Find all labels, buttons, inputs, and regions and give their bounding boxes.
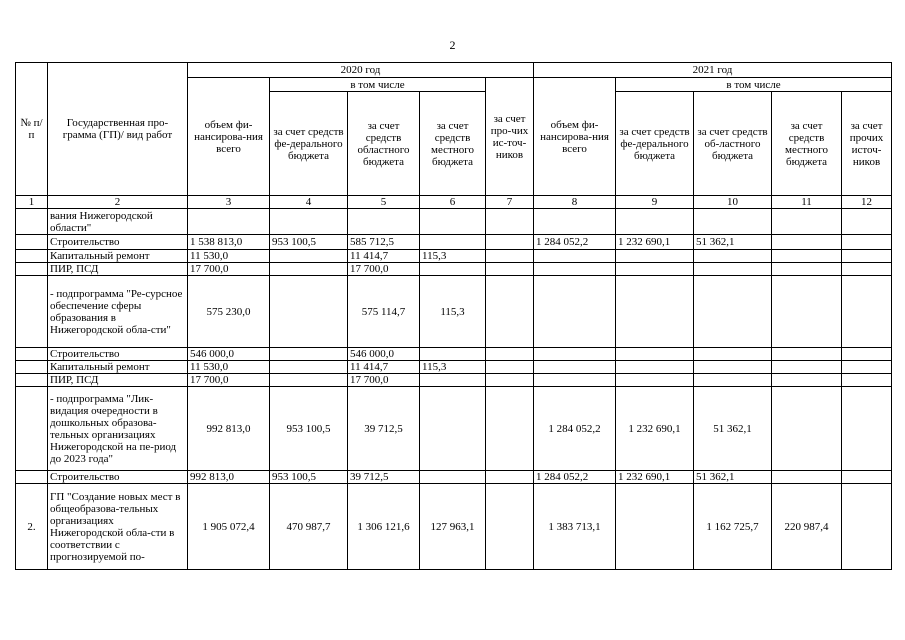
value-cell: 953 100,5: [270, 471, 348, 484]
row-number: [16, 263, 48, 276]
col-number: 8: [534, 196, 616, 209]
value-cell: [486, 348, 534, 361]
value-cell: 17 700,0: [188, 374, 270, 387]
value-cell: 39 712,5: [348, 471, 420, 484]
table-row: [16, 235, 892, 250]
value-cell: [348, 209, 420, 235]
value-cell: [694, 361, 772, 374]
value-cell: [486, 387, 534, 471]
value-cell: [842, 209, 892, 235]
value-cell: [772, 235, 842, 250]
row-number: [16, 361, 48, 374]
value-cell: [772, 209, 842, 235]
value-cell: [486, 276, 534, 348]
table-row: [16, 387, 892, 471]
value-cell: [694, 263, 772, 276]
header-2020-including: в том числе: [270, 78, 486, 92]
value-cell: 1 232 690,1: [616, 235, 694, 250]
value-cell: 11 414,7: [348, 250, 420, 263]
value-cell: [842, 387, 892, 471]
row-name: Строительство: [48, 348, 188, 361]
value-cell: [842, 484, 892, 570]
value-cell: [694, 276, 772, 348]
value-cell: [772, 276, 842, 348]
value-cell: 11 530,0: [188, 361, 270, 374]
value-cell: [420, 387, 486, 471]
header-2020-other: за счет про-чих ис-точ-ников: [486, 78, 534, 196]
row-name: Капитальный ремонт: [48, 361, 188, 374]
value-cell: [616, 250, 694, 263]
value-cell: [420, 374, 486, 387]
row-name: ПИР, ПСД: [48, 374, 188, 387]
header-2021-total: объем фи-нансирова-ния всего: [534, 78, 616, 196]
value-cell: [616, 374, 694, 387]
value-cell: [270, 374, 348, 387]
value-cell: 992 813,0: [188, 471, 270, 484]
value-cell: [772, 263, 842, 276]
header-2021-federal: за счет средств фе-дерального бюджета: [616, 92, 694, 196]
value-cell: 51 362,1: [694, 387, 772, 471]
value-cell: [486, 263, 534, 276]
row-number: [16, 348, 48, 361]
header-year-2020: 2020 год: [188, 63, 534, 78]
value-cell: 115,3: [420, 361, 486, 374]
value-cell: 953 100,5: [270, 387, 348, 471]
value-cell: 11 414,7: [348, 361, 420, 374]
row-number: [16, 387, 48, 471]
value-cell: [842, 361, 892, 374]
value-cell: [486, 361, 534, 374]
header-2021-other: за счет прочих источ-ников: [842, 92, 892, 196]
value-cell: [842, 263, 892, 276]
value-cell: 1 284 052,2: [534, 471, 616, 484]
col-number: 1: [16, 196, 48, 209]
row-number: 2.: [16, 484, 48, 570]
value-cell: [772, 387, 842, 471]
col-number: 7: [486, 196, 534, 209]
header-2020-total: объем фи-нансирова-ния всего: [188, 78, 270, 196]
value-cell: [534, 374, 616, 387]
value-cell: [534, 263, 616, 276]
value-cell: [616, 263, 694, 276]
value-cell: [842, 348, 892, 361]
value-cell: [534, 348, 616, 361]
value-cell: [486, 235, 534, 250]
value-cell: 1 383 713,1: [534, 484, 616, 570]
table-row: [16, 263, 892, 276]
value-cell: 575 230,0: [188, 276, 270, 348]
value-cell: 953 100,5: [270, 235, 348, 250]
value-cell: [486, 374, 534, 387]
col-number: 12: [842, 196, 892, 209]
col-number: 2: [48, 196, 188, 209]
value-cell: 17 700,0: [348, 263, 420, 276]
value-cell: [694, 374, 772, 387]
table-row: [16, 209, 892, 235]
row-number: [16, 471, 48, 484]
row-number: [16, 276, 48, 348]
header-program: Государственная про-грамма (ГП)/ вид работ: [48, 63, 188, 196]
value-cell: [420, 471, 486, 484]
value-cell: 546 000,0: [348, 348, 420, 361]
value-cell: [420, 348, 486, 361]
value-cell: 1 232 690,1: [616, 471, 694, 484]
value-cell: [420, 209, 486, 235]
value-cell: [616, 484, 694, 570]
value-cell: 51 362,1: [694, 235, 772, 250]
value-cell: [486, 250, 534, 263]
value-cell: [842, 471, 892, 484]
value-cell: 39 712,5: [348, 387, 420, 471]
header-year-2021: 2021 год: [534, 63, 892, 78]
value-cell: [420, 235, 486, 250]
value-cell: [694, 250, 772, 263]
table-row: [16, 250, 892, 263]
col-number: 4: [270, 196, 348, 209]
col-number: 6: [420, 196, 486, 209]
table-row: [16, 484, 892, 570]
value-cell: 17 700,0: [348, 374, 420, 387]
value-cell: [534, 209, 616, 235]
financing-table: [15, 62, 892, 570]
row-number: [16, 250, 48, 263]
row-number: [16, 235, 48, 250]
column-number-row: [16, 196, 892, 209]
col-number: 11: [772, 196, 842, 209]
value-cell: 1 162 725,7: [694, 484, 772, 570]
row-name: ГП "Создание новых мест в общеобразова-тельных организациях Нижегородской обла-сти в соответствии с прогнозируемой по-: [48, 484, 188, 570]
value-cell: [772, 471, 842, 484]
col-number: 10: [694, 196, 772, 209]
value-cell: 51 362,1: [694, 471, 772, 484]
value-cell: [842, 235, 892, 250]
row-number: [16, 374, 48, 387]
value-cell: 585 712,5: [348, 235, 420, 250]
value-cell: 115,3: [420, 276, 486, 348]
value-cell: [270, 250, 348, 263]
table-row: [16, 348, 892, 361]
row-name: - подпрограмма "Ре-сурсное обеспечение сферы образования в Нижегородской обла-сти": [48, 276, 188, 348]
value-cell: [772, 361, 842, 374]
value-cell: [772, 250, 842, 263]
value-cell: 470 987,7: [270, 484, 348, 570]
col-number: 9: [616, 196, 694, 209]
value-cell: [534, 250, 616, 263]
value-cell: [188, 209, 270, 235]
value-cell: [486, 209, 534, 235]
page-number: 2: [449, 38, 456, 52]
table-row: [16, 276, 892, 348]
value-cell: 127 963,1: [420, 484, 486, 570]
value-cell: [772, 348, 842, 361]
header-2021-including: в том числе: [616, 78, 892, 92]
value-cell: [270, 263, 348, 276]
header-2020-local: за счет средств местного бюджета: [420, 92, 486, 196]
value-cell: [270, 348, 348, 361]
row-name: Капитальный ремонт: [48, 250, 188, 263]
value-cell: [842, 250, 892, 263]
row-name: Строительство: [48, 235, 188, 250]
row-name: ПИР, ПСД: [48, 263, 188, 276]
value-cell: [420, 263, 486, 276]
header-2021-regional: за счет средств об-ластного бюджета: [694, 92, 772, 196]
value-cell: [534, 361, 616, 374]
value-cell: [616, 276, 694, 348]
value-cell: [270, 209, 348, 235]
table-row: [16, 361, 892, 374]
value-cell: [616, 348, 694, 361]
header-num: № п/п: [16, 63, 48, 196]
header-2020-regional: за счет средств областного бюджета: [348, 92, 420, 196]
value-cell: 1 538 813,0: [188, 235, 270, 250]
value-cell: [694, 209, 772, 235]
row-name: - подпрограмма "Лик-видация очередности в дошкольных образова-тельных организациях Нижегородской на пе-риод до 2023 года": [48, 387, 188, 471]
row-name: Строительство: [48, 471, 188, 484]
value-cell: 1 306 121,6: [348, 484, 420, 570]
value-cell: [694, 348, 772, 361]
value-cell: [270, 276, 348, 348]
value-cell: [616, 361, 694, 374]
header-2021-local: за счет средств местного бюджета: [772, 92, 842, 196]
value-cell: [270, 361, 348, 374]
table-row: [16, 471, 892, 484]
row-name: вания Нижегородской области": [48, 209, 188, 235]
value-cell: 115,3: [420, 250, 486, 263]
value-cell: [842, 276, 892, 348]
table-row: [16, 374, 892, 387]
value-cell: 17 700,0: [188, 263, 270, 276]
value-cell: 1 232 690,1: [616, 387, 694, 471]
value-cell: 1 284 052,2: [534, 387, 616, 471]
value-cell: 1 284 052,2: [534, 235, 616, 250]
row-number: [16, 209, 48, 235]
value-cell: 992 813,0: [188, 387, 270, 471]
value-cell: [772, 374, 842, 387]
value-cell: [486, 471, 534, 484]
value-cell: [616, 209, 694, 235]
col-number: 5: [348, 196, 420, 209]
value-cell: 546 000,0: [188, 348, 270, 361]
header-2020-federal: за счет средств фе-дерального бюджета: [270, 92, 348, 196]
value-cell: [842, 374, 892, 387]
value-cell: 1 905 072,4: [188, 484, 270, 570]
value-cell: [534, 276, 616, 348]
value-cell: 575 114,7: [348, 276, 420, 348]
value-cell: [486, 484, 534, 570]
value-cell: 220 987,4: [772, 484, 842, 570]
col-number: 3: [188, 196, 270, 209]
value-cell: 11 530,0: [188, 250, 270, 263]
